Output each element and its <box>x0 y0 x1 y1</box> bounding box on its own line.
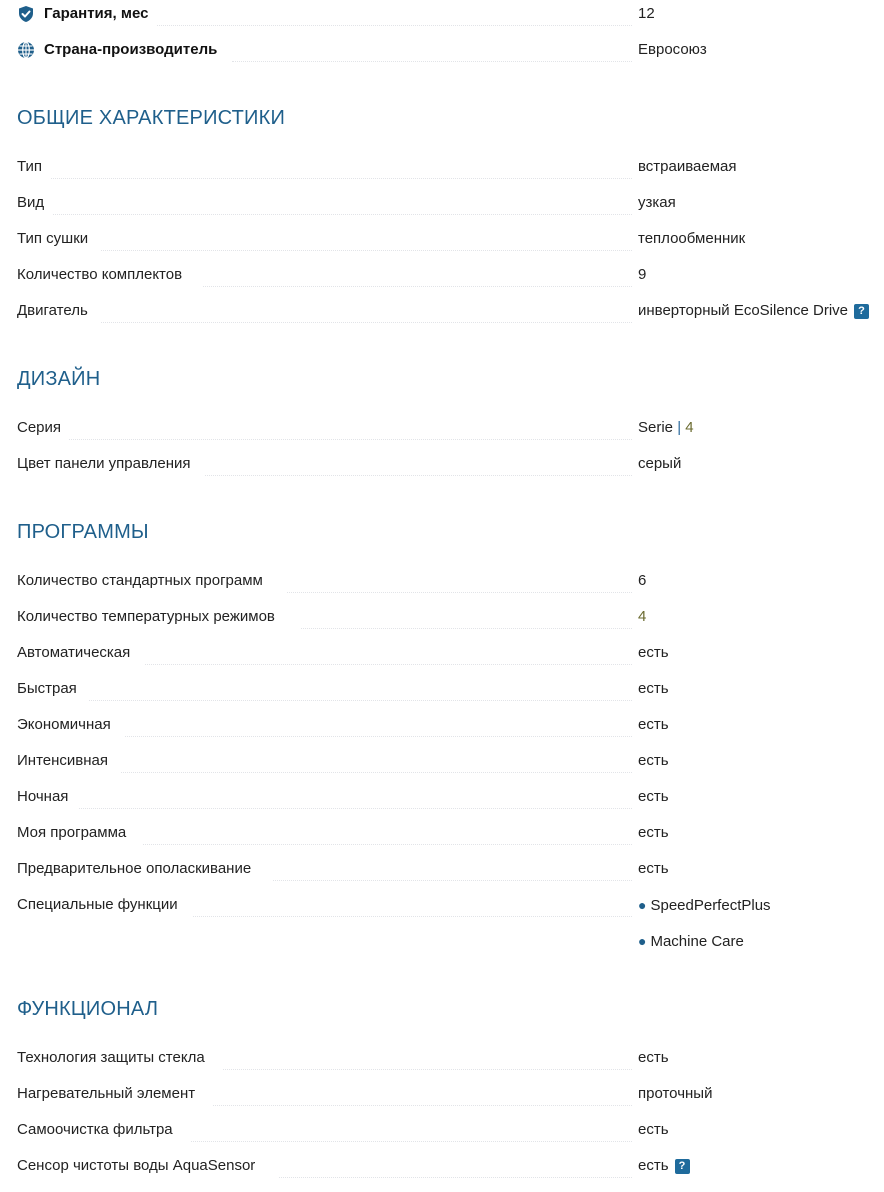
special-function-item: Machine Care <box>650 933 744 950</box>
spec-row <box>17 679 884 715</box>
spec-row <box>17 301 884 337</box>
spec-value-text: инверторный EcoSilence Drive <box>638 302 849 319</box>
bullet-dot: ● <box>638 933 647 949</box>
dotted-leader <box>53 214 632 215</box>
spec-label: Быстрая <box>17 680 77 697</box>
dotted-leader <box>51 178 632 179</box>
spec-row <box>17 1120 884 1156</box>
dotted-leader <box>101 250 632 251</box>
spec-value: есть <box>638 1121 669 1138</box>
shield-check-icon <box>17 5 35 23</box>
spec-row <box>17 895 884 931</box>
spec-row-continued <box>17 931 884 967</box>
spec-label: Вид <box>17 194 45 211</box>
spec-value: Евросоюз <box>638 41 707 58</box>
spec-value <box>638 301 869 321</box>
spec-value <box>638 1156 690 1176</box>
spec-label: Цвет панели управления <box>17 455 191 472</box>
special-function-item: SpeedPerfectPlus <box>650 897 771 914</box>
dotted-leader <box>157 25 632 26</box>
spec-value: есть <box>638 1049 669 1066</box>
dotted-leader <box>203 286 632 287</box>
spec-value: есть <box>638 644 669 661</box>
dotted-leader <box>191 1141 632 1142</box>
dotted-leader <box>145 664 632 665</box>
spec-value-text: 4 <box>638 608 647 625</box>
spec-label: Сенсор чистоты воды AquaSensor <box>17 1157 256 1174</box>
spec-row <box>17 157 884 193</box>
dotted-leader <box>273 880 632 881</box>
spec-value: серый <box>638 455 682 472</box>
spec-row <box>17 418 884 454</box>
dotted-leader <box>287 592 632 593</box>
spec-row <box>17 229 884 265</box>
section-title-general: ОБЩИЕ ХАРАКТЕРИСТИКИ <box>17 107 286 129</box>
spec-value: встраиваемая <box>638 158 737 175</box>
spec-label: Гарантия, мес <box>44 5 149 22</box>
dotted-leader <box>125 736 632 737</box>
dotted-leader <box>79 808 632 809</box>
section-title-design: ДИЗАЙН <box>17 368 101 390</box>
spec-label: Специальные функции <box>17 896 178 913</box>
spec-label: Моя программа <box>17 824 127 841</box>
help-icon[interactable]: ? <box>675 1159 690 1174</box>
spec-row-country <box>17 40 884 76</box>
spec-value: есть <box>638 716 669 733</box>
series-separator: | <box>677 419 682 436</box>
section-title-programs: ПРОГРАММЫ <box>17 521 149 543</box>
spec-label: Предварительное ополаскивание <box>17 860 252 877</box>
spec-value <box>638 895 771 916</box>
spec-value: проточный <box>638 1085 713 1102</box>
series-number: 4 <box>685 419 694 436</box>
dotted-leader <box>232 61 632 62</box>
spec-label: Количество температурных режимов <box>17 608 275 625</box>
spec-value: узкая <box>638 194 676 211</box>
spec-row <box>17 643 884 679</box>
spec-label: Страна-производитель <box>44 41 218 58</box>
dotted-leader <box>301 628 632 629</box>
spec-value <box>638 418 694 438</box>
spec-row <box>17 715 884 751</box>
spec-label: Нагревательный элемент <box>17 1085 196 1102</box>
spec-row <box>17 571 884 607</box>
spec-value: 6 <box>638 572 647 589</box>
spec-value: 9 <box>638 266 647 283</box>
dotted-leader <box>193 916 632 917</box>
spec-value: есть <box>638 824 669 841</box>
dotted-leader <box>143 844 632 845</box>
spec-label: Двигатель <box>17 302 88 319</box>
spec-row <box>17 787 884 823</box>
section-title-functional: ФУНКЦИОНАЛ <box>17 998 159 1020</box>
spec-row <box>17 823 884 859</box>
spec-value: есть <box>638 752 669 769</box>
spec-row <box>17 751 884 787</box>
dotted-leader <box>89 700 632 701</box>
series-name: Serie <box>638 419 674 436</box>
spec-row <box>17 1048 884 1084</box>
spec-row <box>17 193 884 229</box>
spec-value: есть <box>638 680 669 697</box>
spec-value: есть <box>638 788 669 805</box>
bullet-dot: ● <box>638 897 647 913</box>
globe-icon <box>17 41 35 59</box>
spec-row-warranty <box>17 4 884 40</box>
spec-label: Ночная <box>17 788 69 805</box>
spec-row <box>17 607 884 643</box>
spec-value: 12 <box>638 5 655 22</box>
spec-label: Интенсивная <box>17 752 108 769</box>
spec-label: Серия <box>17 419 62 436</box>
help-icon[interactable]: ? <box>854 304 869 319</box>
spec-value: теплообменник <box>638 230 746 247</box>
spec-value: есть <box>638 860 669 877</box>
spec-row <box>17 454 884 490</box>
spec-label: Технология защиты стекла <box>17 1049 205 1066</box>
spec-row <box>17 265 884 301</box>
dotted-leader <box>205 475 632 476</box>
spec-label: Количество комплектов <box>17 266 183 283</box>
spec-value-text: есть <box>638 1157 669 1174</box>
spec-row <box>17 1084 884 1120</box>
dotted-leader <box>279 1177 632 1178</box>
spec-label: Тип <box>17 158 43 175</box>
spec-label: Самоочистка фильтра <box>17 1121 173 1138</box>
dotted-leader <box>101 322 632 323</box>
dotted-leader <box>223 1069 632 1070</box>
spec-row <box>17 1156 884 1192</box>
dotted-leader <box>213 1105 632 1106</box>
spec-label: Тип сушки <box>17 230 89 247</box>
dotted-leader <box>69 439 632 440</box>
spec-label: Автоматическая <box>17 644 131 661</box>
spec-value <box>638 607 646 627</box>
spec-label: Экономичная <box>17 716 111 733</box>
spec-row <box>17 859 884 895</box>
spec-label: Количество стандартных программ <box>17 572 263 589</box>
dotted-leader <box>121 772 632 773</box>
spec-value <box>638 931 744 952</box>
